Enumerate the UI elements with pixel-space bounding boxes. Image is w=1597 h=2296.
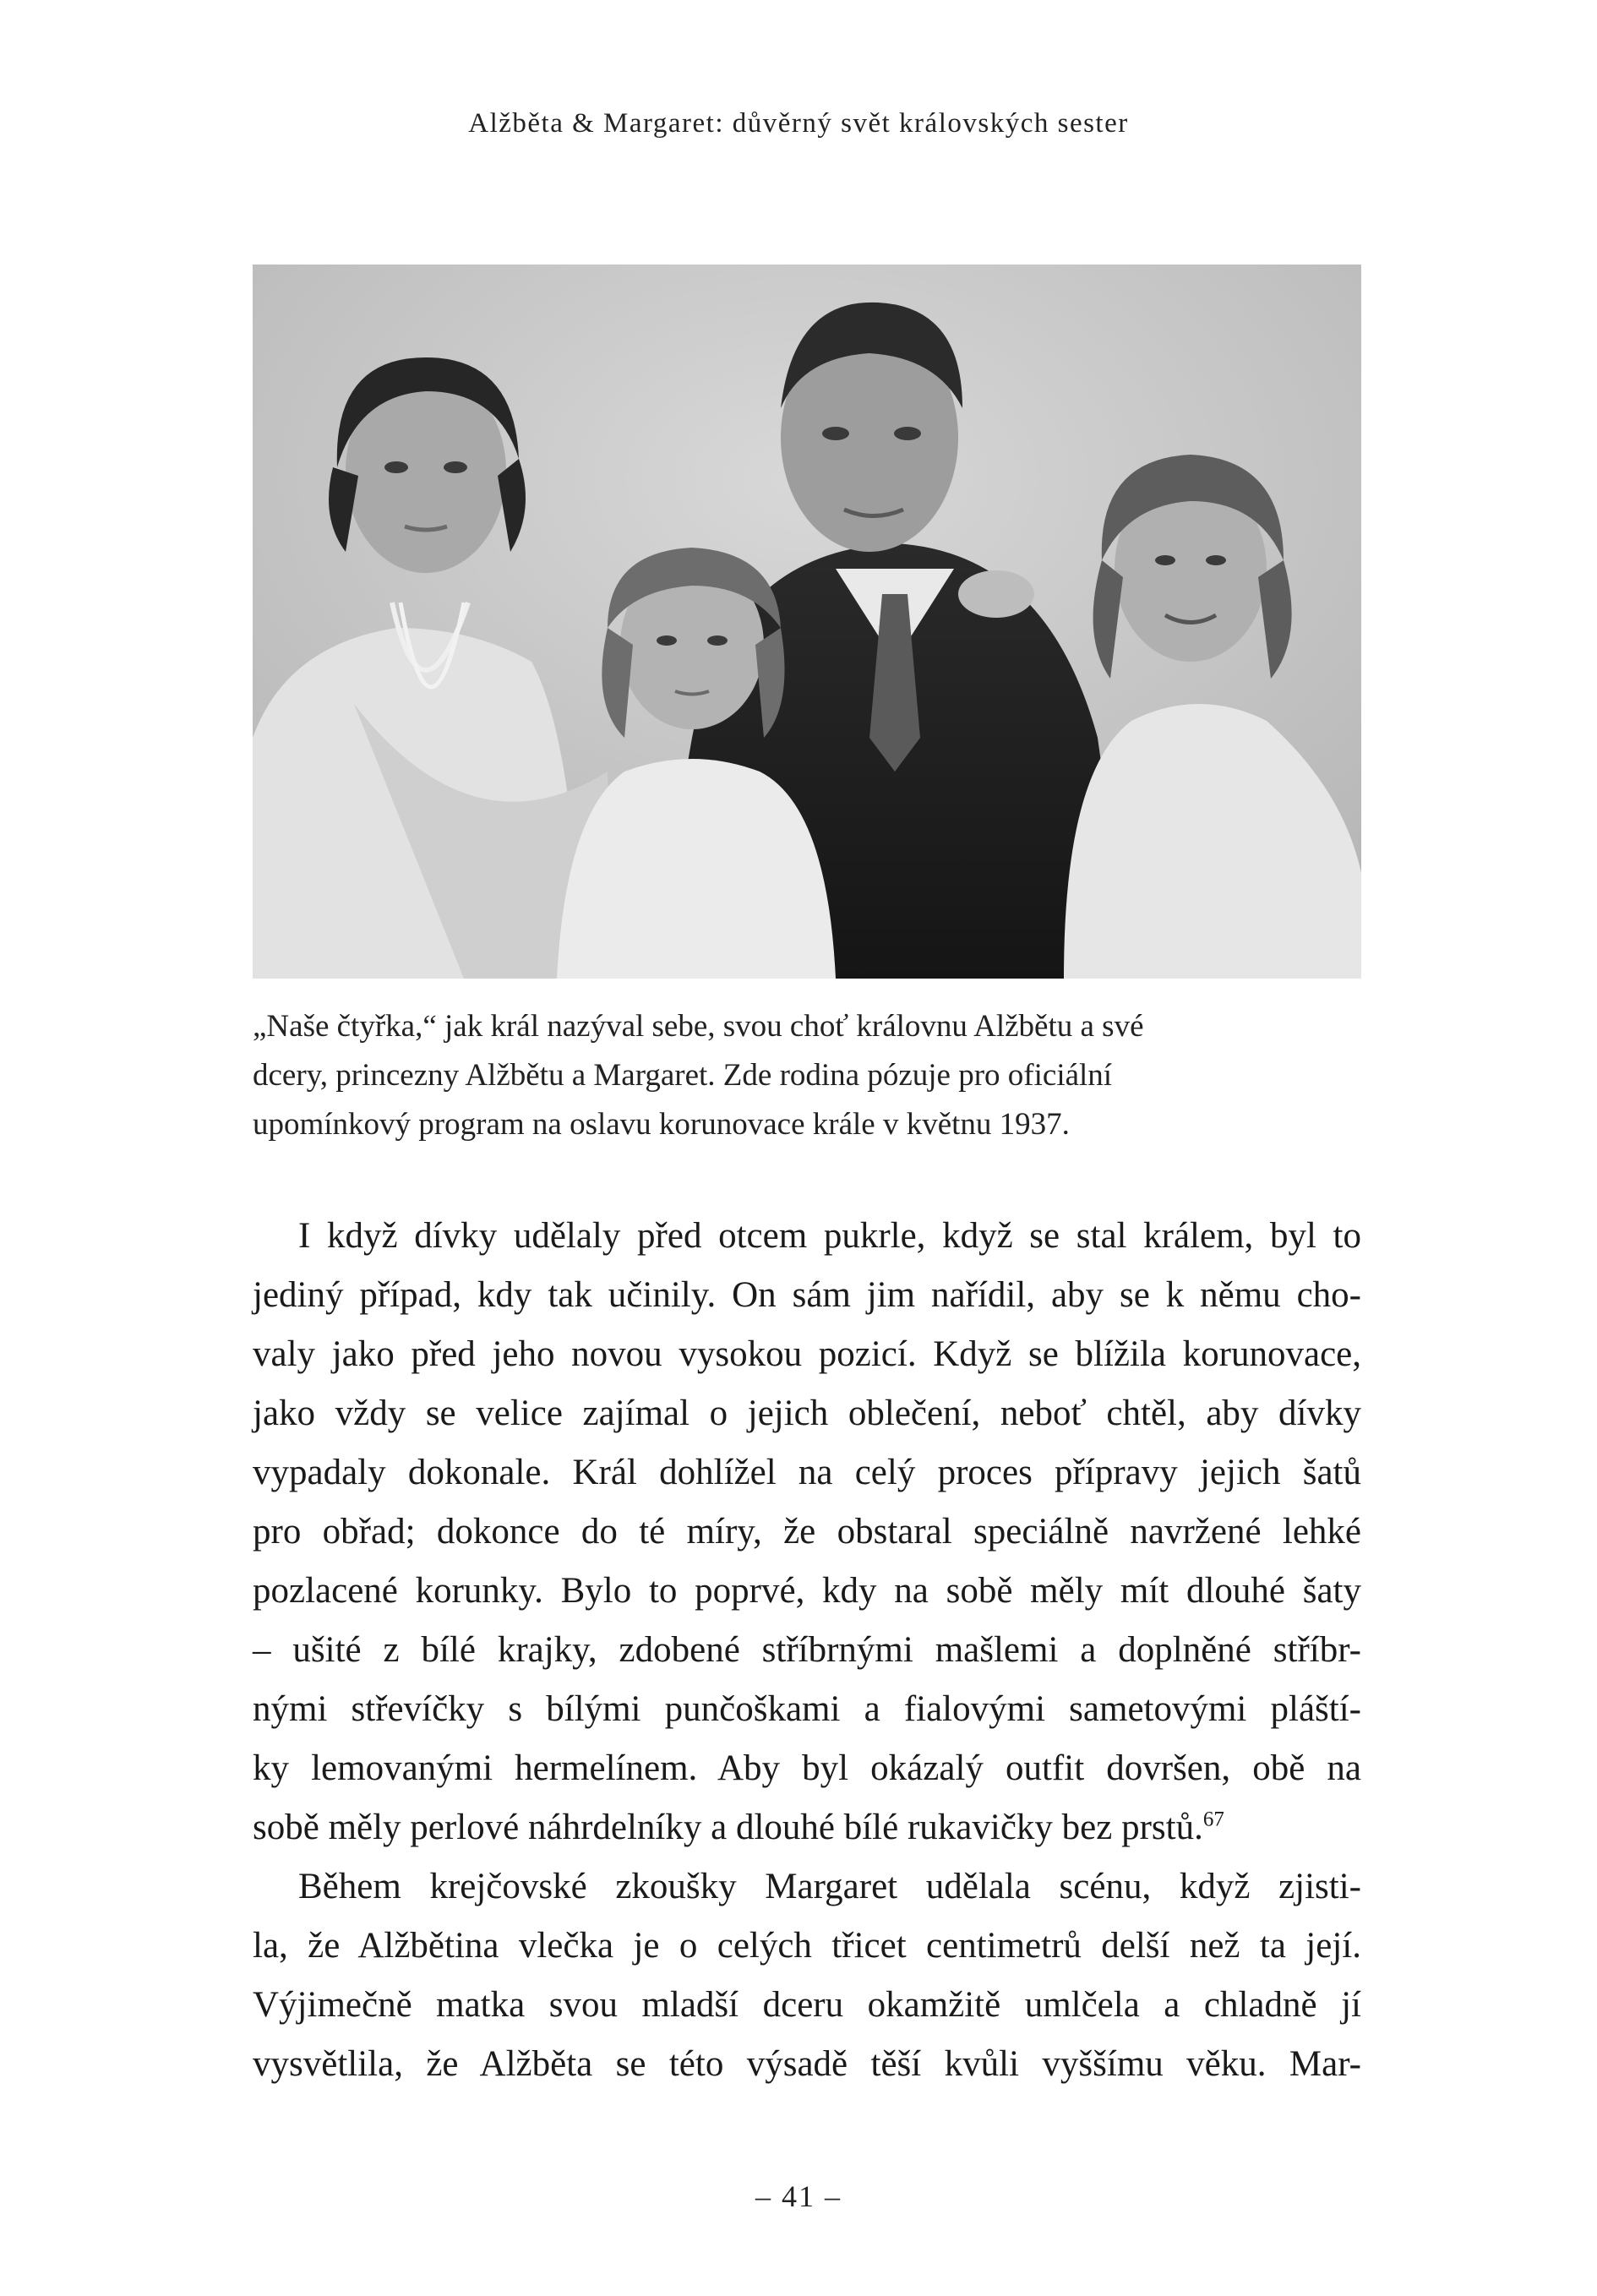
caption-line: upomínkový program na oslavu korunovace krále v květnu 1937.	[253, 1107, 1070, 1142]
caption-line: dcery, princezny Alžbětu a Margaret. Zde rodina pózuje pro oficiální	[253, 1058, 1113, 1093]
family-portrait-image	[253, 265, 1361, 979]
running-head: Alžběta & Margaret: důvěrný svět královských sester	[468, 108, 1129, 139]
paragraph-line-text: sobě měly perlové náhrdelníky a dlouhé bílé rukavičky bez prstů.	[253, 1808, 1203, 1847]
paragraph-line: I když dívky udělaly před otcem pukrle, když se stal králem, byl to	[298, 1216, 1361, 1256]
paragraph-line: nými střevíčky s bílými punčoškami a fialovými sametovými pláští-	[253, 1689, 1361, 1729]
page-number: – 41 –	[755, 2179, 842, 2213]
paragraph-line: vysvětlila, že Alžběta se této výsadě těší kvůli vyššímu věku. Mar-	[253, 2044, 1361, 2084]
body-text	[253, 1207, 1361, 2094]
caption-line: „Naše čtyřka,“ jak král nazýval sebe, svou choť královnu Alžbětu a své	[253, 1009, 1144, 1044]
paragraph-line: Během krejčovské zkoušky Margaret udělala scénu, když zjisti-	[298, 1867, 1361, 1906]
paragraph-line: Výjimečně matka svou mladší dceru okamžitě umlčela a chladně jí	[253, 1985, 1361, 2025]
paragraph-line: vypadaly dokonale. Král dohlížel na celý proces přípravy jejich šatů	[253, 1453, 1361, 1492]
paragraph-line	[253, 1798, 1361, 1857]
paragraph-line: pro obřad; dokonce do té míry, že obstaral speciálně navržené lehké	[253, 1512, 1361, 1552]
photo-caption	[253, 1002, 1368, 1149]
footnote-reference[interactable]: 67	[1202, 1808, 1224, 1831]
paragraph-line: pozlacené korunky. Bylo to poprvé, kdy na sobě měly mít dlouhé šaty	[253, 1571, 1361, 1611]
paragraph-line: – ušité z bílé krajky, zdobené stříbrnými mašlemi a doplněné stříbr-	[253, 1630, 1361, 1670]
paragraph-line: ky lemovanými hermelínem. Aby byl okázalý outfit dovršen, obě na	[253, 1748, 1361, 1788]
family-portrait-photo	[253, 265, 1361, 979]
paragraph-line: la, že Alžbětina vlečka je o celých třicet centimetrů delší než ta její.	[253, 1926, 1361, 1966]
paragraph-line: jediný případ, kdy tak učinily. On sám jim nařídil, aby se k němu cho-	[253, 1275, 1361, 1315]
paragraph-line: jako vždy se velice zajímal o jejich oblečení, neboť chtěl, aby dívky	[253, 1393, 1361, 1433]
paragraph-line: valy jako před jeho novou vysokou pozicí. Když se blížila korunovace,	[253, 1334, 1361, 1374]
